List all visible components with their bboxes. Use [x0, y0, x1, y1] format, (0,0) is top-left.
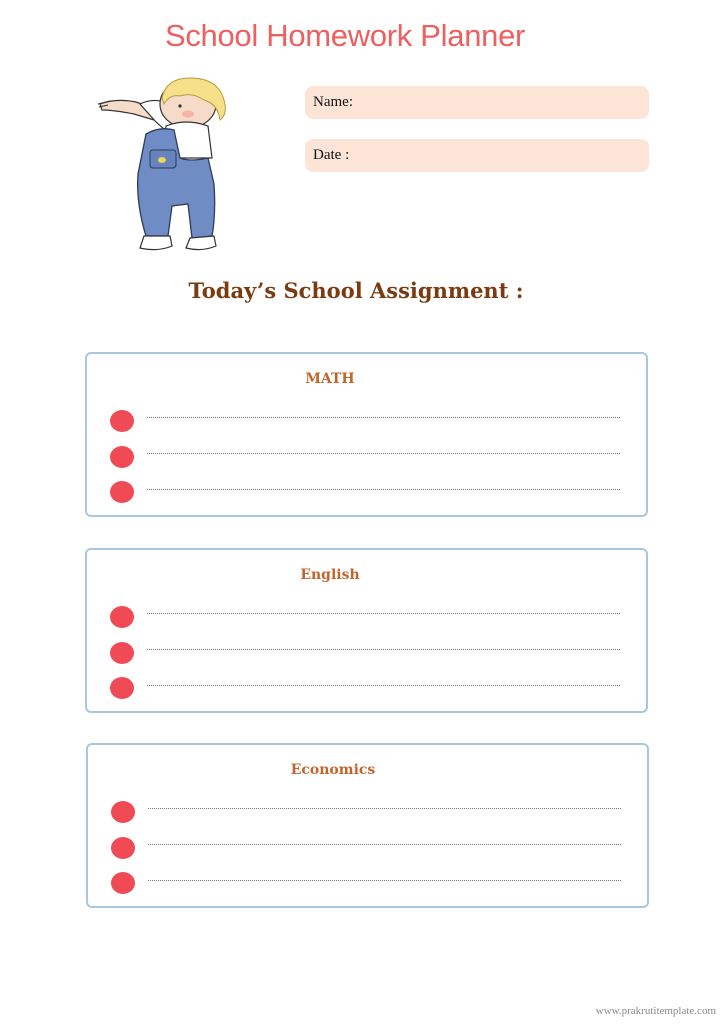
- subject-title: Economics: [290, 762, 376, 778]
- bullet-icon: [110, 606, 134, 628]
- writing-line[interactable]: [148, 844, 621, 845]
- writing-line[interactable]: [147, 417, 620, 418]
- bullet-icon: [111, 837, 135, 859]
- footer-url: www.prakrutitemplate.com: [595, 1005, 716, 1017]
- bullet-icon: [110, 677, 134, 699]
- subject-title: MATH: [305, 371, 355, 387]
- writing-line[interactable]: [147, 685, 620, 686]
- bullet-icon: [111, 872, 135, 894]
- bullet-icon: [110, 642, 134, 664]
- subject-card-english: [85, 548, 648, 713]
- subject-title: English: [300, 567, 360, 583]
- writing-line[interactable]: [147, 489, 620, 490]
- writing-line[interactable]: [147, 649, 620, 650]
- subject-card-math: [85, 352, 648, 517]
- subject-card-economics: [86, 743, 649, 908]
- writing-line[interactable]: [148, 808, 621, 809]
- name-field[interactable]: [305, 86, 649, 119]
- bullet-icon: [110, 410, 134, 432]
- writing-line[interactable]: [148, 880, 621, 881]
- bullet-icon: [110, 481, 134, 503]
- boy-in-overalls-illustration: [96, 74, 246, 260]
- bullet-icon: [111, 801, 135, 823]
- page-title: School Homework Planner: [164, 18, 526, 53]
- date-label: Date :: [313, 147, 350, 163]
- assignment-heading: Today’s School Assignment :: [188, 278, 524, 303]
- writing-line[interactable]: [147, 613, 620, 614]
- writing-line[interactable]: [147, 453, 620, 454]
- bullet-icon: [110, 446, 134, 468]
- name-label: Name:: [313, 94, 353, 110]
- date-field[interactable]: [305, 139, 649, 172]
